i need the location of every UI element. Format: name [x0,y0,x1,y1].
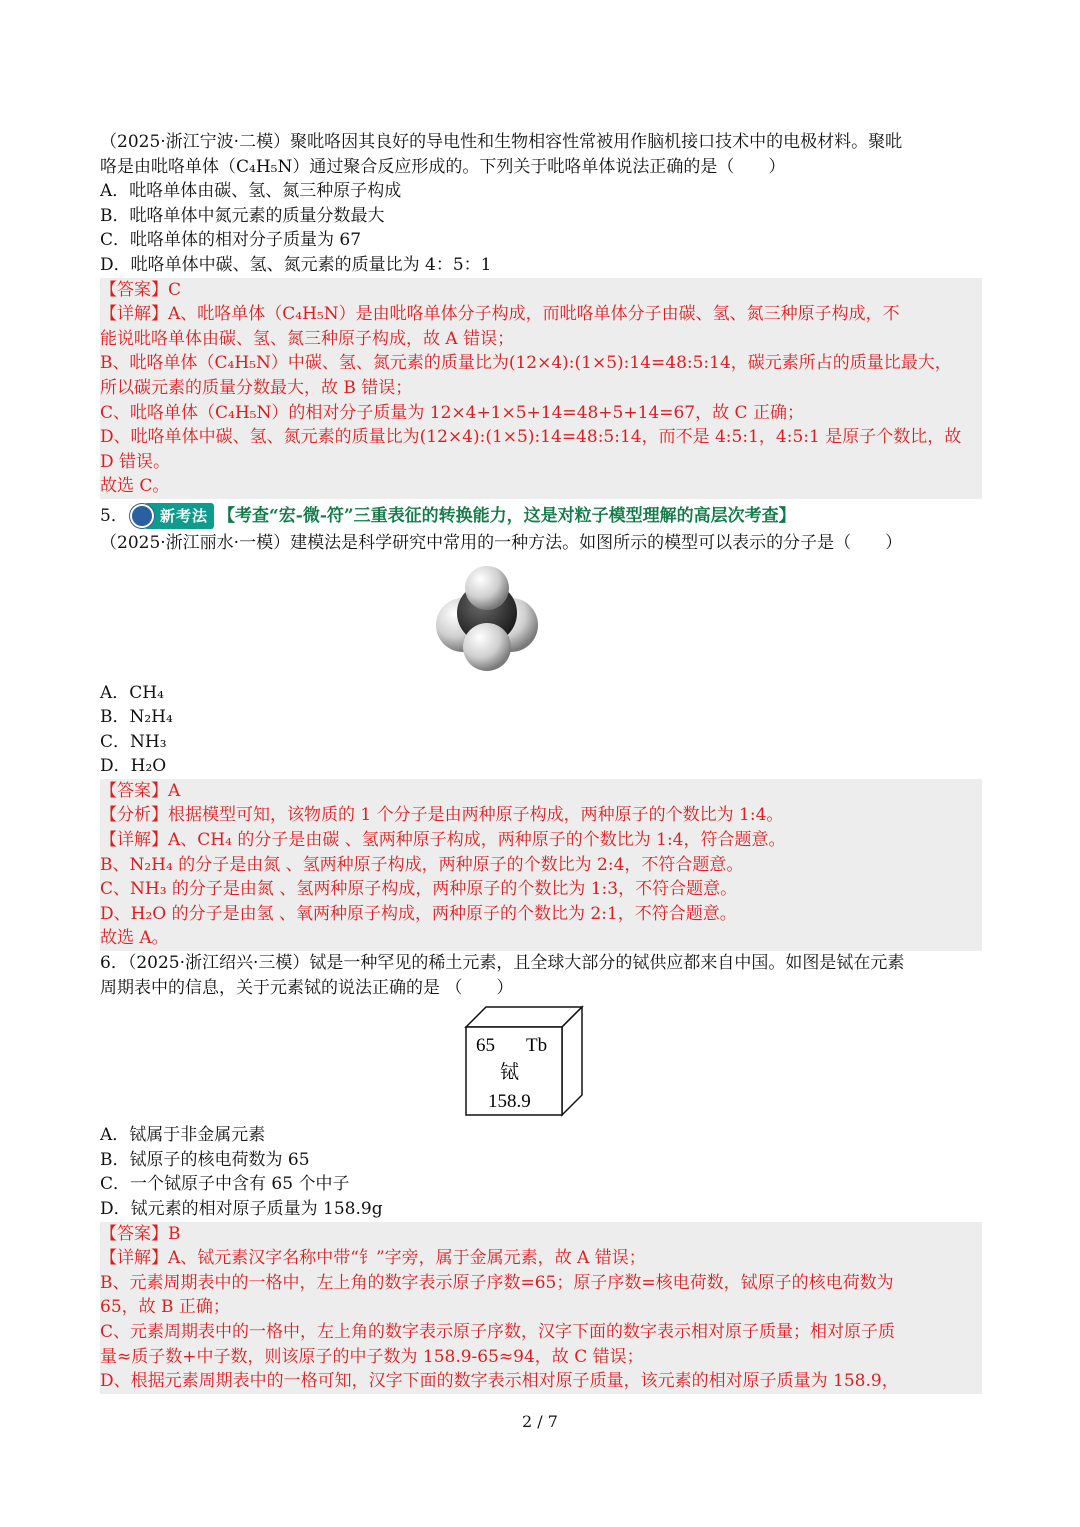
q6-detail-line-6: D、根据元素周期表中的一格可知，汉字下面的数字表示相对原子质量，该元素的相对原子质量为 158.9， [100,1371,899,1392]
q4-option-c: C．吡咯单体的相对分子质量为 67 [100,230,362,251]
q5-detail-line-1: 【详解】A、CH₄ 的分子是由碳 、氢两种原子构成，两种原子的个数比为 1:4，符合题意。 [100,830,786,851]
q6-option-b: B．铽原子的核电荷数为 65 [100,1149,310,1170]
cell-symbol: Tb [525,1035,547,1057]
q6-option-d: D．铽元素的相对原子质量为 158.9g [100,1199,383,1219]
q6-stem-line-1: 6．（2025·浙江绍兴·三模）铽是一种罕见的稀土元素，且全球大部分的铽供应都来自中国。如图是铽在元素 [100,953,905,974]
q5-option-d [100,754,982,779]
q4-answer: 【答案】C [100,279,182,300]
q4-stem-line-2: 咯是由吡咯单体（C₄H₅N）通过聚合反应形成的。下列关于吡咯单体说法正确的是（ ） [100,156,786,177]
q4-detail-line-8: 故选 C。 [100,476,170,497]
periodic-table-cell [464,1005,584,1117]
q4-detail-line-1: 【详解】A、吡咯单体（C₄H₅N）是由吡咯单体分子构成，而吡咯单体分子由碳、氢、氮三种原子构成，不 [100,304,900,325]
q5-analysis: 【分析】根据模型可知，该物质的 1 个分子是由两种原子构成，两种原子的个数比为 1:4。 [100,805,784,826]
q5-option-b-text: B．N₂H₄ [100,707,173,728]
q6-detail-line-2: B、元素周期表中的一格中，左上角的数字表示原子序数=65；原子序数=核电荷数，铽原子的核电荷数为 [100,1272,894,1293]
new-method-badge [130,503,214,530]
q4-option-b: B．吡咯单体中氮元素的质量分数最大 [100,205,385,226]
q6-detail-line-5: 量≈质子数+中子数，则该原子的中子数为 158.9-65≈94，故 C 错误； [100,1346,644,1367]
q6-detail-line-4: C、元素周期表中的一格中，左上角的数字表示原子序数，汉字下面的数字表示相对原子质量；相对原子质 [100,1321,896,1342]
q4-answer-block [100,278,982,499]
page-number: 2 / 7 [522,1412,558,1431]
q6-answer-block [100,1222,982,1394]
question-4 [100,130,982,278]
page-content [100,130,982,1394]
q5-option-b [100,705,982,730]
q4-detail-line-5: C、吡咯单体（C₄H₅N）的相对分子质量为 12×4+1×5+14=48+5+14=67，故 C 正确； [100,402,804,423]
q5-number: 5． [100,505,128,526]
methane-model-icon [431,563,541,673]
q6-detail-line-3: 65，故 B 正确； [100,1297,230,1318]
q5-tag: 【考查“宏-微-符”三重表征的转换能力，这是对粒子模型理解的高层次考查】 [218,505,796,526]
q5-answer: 【答案】A [100,780,181,801]
q5-detail-line-5: 故选 A。 [100,928,169,949]
q6-option-c: C．一个铽原子中含有 65 个中子 [100,1174,350,1195]
q6-detail-line-1: 【详解】A、铽元素汉字名称中带“钅”字旁，属于金属元素，故 A 错误； [100,1248,646,1269]
q4-detail-line-2: 能说吡咯单体由碳、氢、氮三种原子构成，故 A 错误； [100,328,515,349]
question-5 [100,531,982,779]
q5-option-c-text: C．NH₃ [100,731,167,752]
q5-detail-line-3: C、NH₃ 的分子是由氮 、氢两种原子构成，两种原子的个数比为 1:3，不符合题意。 [100,879,738,900]
q4-stem-line-1: （2025·浙江宁波·二模）聚吡咯因其良好的导电性和生物相容性常被用作脑机接口技术中的电极材料。聚吡 [100,132,903,152]
q4-detail-line-4: 所以碳元素的质量分数最大，故 B 错误； [100,377,413,398]
q5-detail-line-4: D、H₂O 的分子是由氢 、氧两种原子构成，两种原子的个数比为 2:1，不符合题意。 [100,903,737,924]
q5-detail-line-2: B、N₂H₄ 的分子是由氮 、氢两种原子构成，两种原子的个数比为 2:4，不符合题意。 [100,854,744,875]
badge-circle-icon [130,504,154,528]
q5-option-a-text: A．CH₄ [100,682,164,703]
q6-option-a: A．铽属于非金属元素 [100,1125,266,1146]
q5-header [100,501,982,531]
cell-element-name: 铽 [499,1061,519,1084]
periodic-cell-figure [100,1000,982,1123]
q4-option-d: D．吡咯单体中碳、氢、氮元素的质量比为 4：5：1 [100,254,492,275]
q6-answer: 【答案】B [100,1223,181,1244]
molecule-model-figure [100,556,982,681]
question-6 [100,951,982,1222]
q5-stem: （2025·浙江丽水·一模）建模法是科学研究中常用的一种方法。如图所示的模型可以表示的分子是（ ） [100,532,903,553]
q4-detail-line-3: B、吡咯单体（C₄H₅N）中碳、氢、氮元素的质量比为(12×4):(1×5):14=48:5:14，碳元素所占的质量比最大， [100,353,952,374]
q5-option-c [100,730,982,755]
cell-atomic-mass: 158.9 [487,1091,531,1113]
badge-label: 新考法 [144,503,214,530]
q5-option-a [100,681,982,706]
cell-atomic-number: 65 [475,1035,495,1057]
q6-stem-line-2: 周期表中的信息，关于元素铽的说法正确的是 （ ） [100,977,514,998]
q4-detail-line-7: D 错误。 [100,451,171,472]
q5-option-d-text: D．H₂O [100,756,167,777]
q4-detail-line-6: D、吡咯单体中碳、氢、氮元素的质量比为(12×4):(1×5):14=48:5:14，而不是 4:5:1，4:5:1 是原子个数比，故 [100,427,962,448]
q5-answer-block [100,779,982,951]
q4-option-a: A．吡咯单体由碳、氢、氮三种原子构成 [100,181,402,202]
